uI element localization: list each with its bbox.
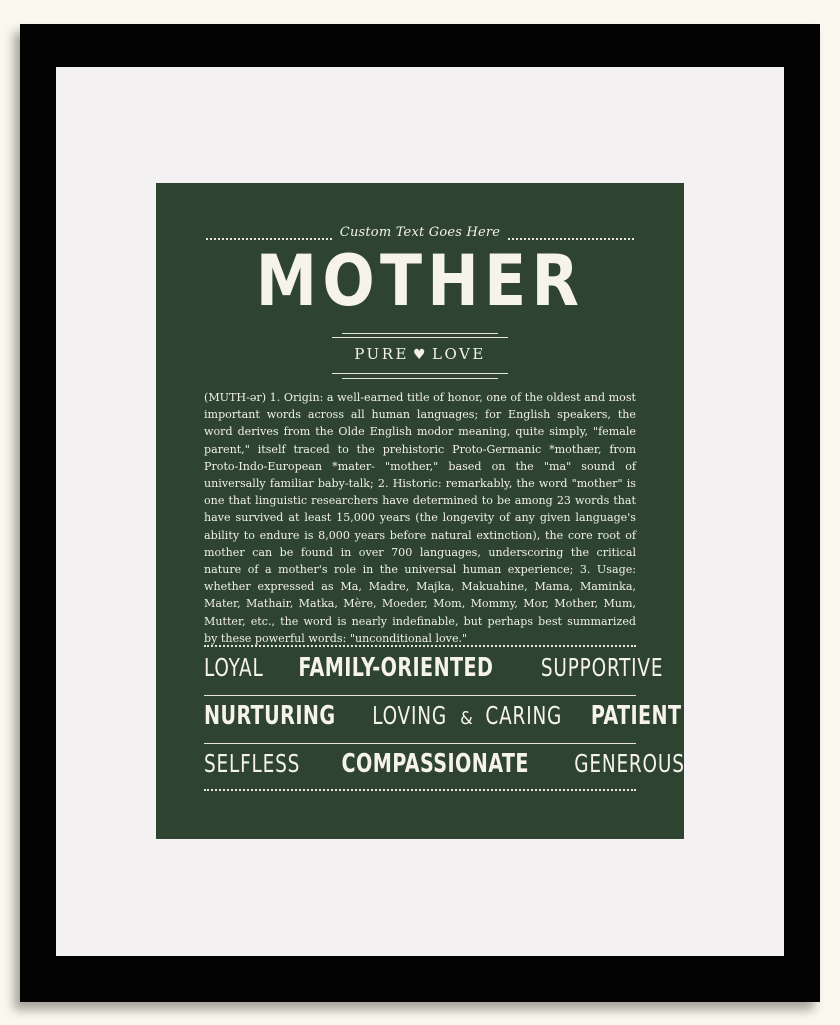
heart-icon: ♥ [412, 347, 428, 363]
ampersand: & [460, 708, 473, 729]
word-nurturing: NURTURING [204, 701, 336, 731]
subtitle-underline-1 [332, 373, 508, 374]
subtitle-right: LOVE [432, 345, 486, 363]
word-loving: LOVING [372, 701, 448, 730]
word-patient: PATIENT [590, 701, 682, 731]
row-divider-1 [204, 695, 636, 696]
word-caring: CARING [485, 701, 563, 730]
page-title: MOTHER [255, 240, 585, 322]
word-supportive: SUPPORTIVE [541, 653, 664, 682]
word-loyal: LOYAL [204, 653, 264, 682]
print-panel [156, 183, 684, 839]
words-row-3 [204, 749, 685, 779]
subtitle-left: PURE [354, 345, 409, 363]
word-family-oriented: FAMILY-ORIENTED [298, 653, 494, 683]
words-row-2 [204, 701, 682, 731]
title-underline-1 [342, 333, 498, 334]
word-loving-caring-group [364, 701, 571, 730]
subtitle-underline-2 [342, 378, 498, 379]
words-top-dotted-rule [204, 645, 636, 647]
word-compassionate: COMPASSIONATE [341, 749, 530, 779]
subtitle [156, 345, 684, 363]
word-selfless: SELFLESS [204, 749, 301, 778]
definition-text: (MUTH-ər) 1. Origin: a well-earned title of honor, one of the oldest and most important words across all human languages; for English speakers, the word derives from the Olde English modor meaning, quite simply, "female parent," itself traced to the prehistoric Proto-Germanic *mothær, from Proto-Indo-European *mater- "mother," based on the "ma" sound of universally familiar baby-talk; 2. Historic: remarkably, the word "mother" is one that linguistic researchers have determined to be among 23 words that have survived at least 15,000 years (the longevity of any given language's ability to endure is 8,000 years before natural extinction), the core root of mother can be found in over 700 languages, underscoring the critical nature of a mother's role in the universal human experience; 3. Usage: whether expressed as Ma, Madre, Majka, Makuahine, Mama, Maminka, Mater, Mathair, Matka, Mère, Moeder, Mom, Mommy, Mor, Mother, Mum, Mutter, etc., the word is nearly indefinable, but perhaps best summarized by these powerful words: "unconditional love." [204, 391, 636, 645]
title-underline-2 [332, 337, 508, 338]
words-bottom-dotted-rule [204, 789, 636, 791]
word-generous: GENEROUS [573, 749, 685, 778]
custom-text: Custom Text Goes Here [339, 225, 501, 240]
row-divider-2 [204, 743, 636, 744]
words-row-1 [204, 653, 664, 683]
